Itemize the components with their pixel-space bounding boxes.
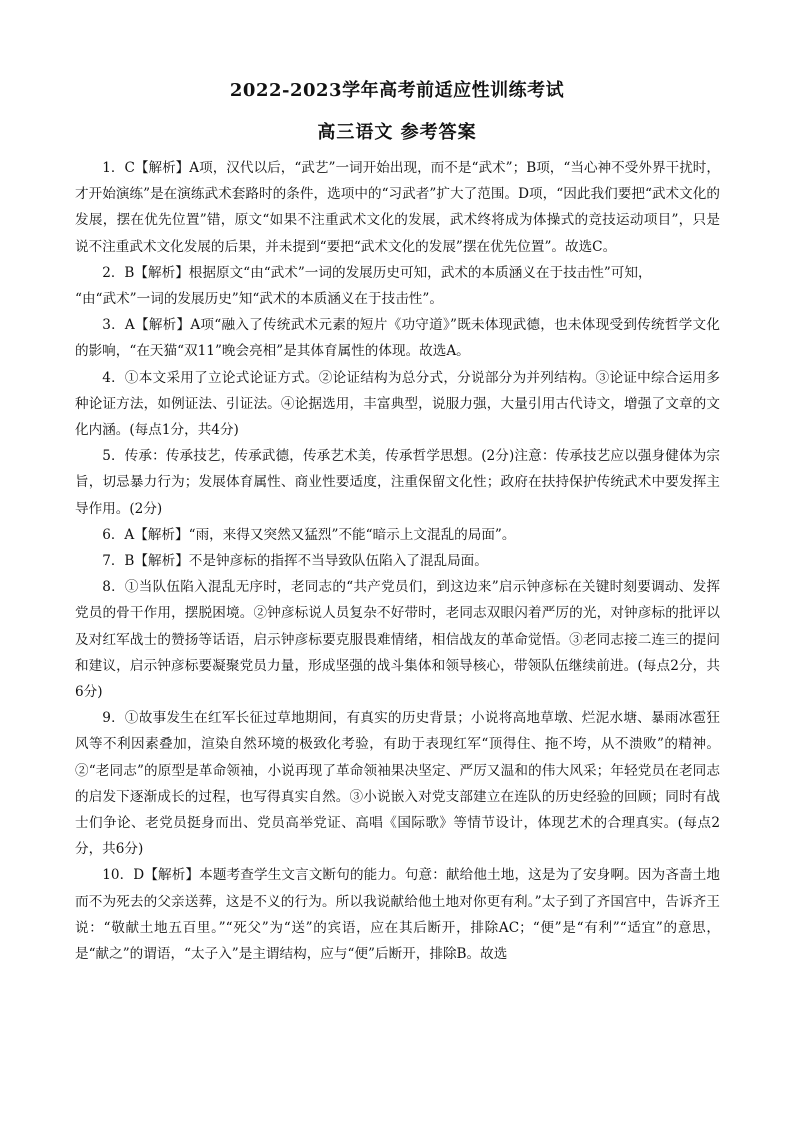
answer-6: 6．A【解析】“雨，来得又突然又猛烈”不能“暗示上文混乱的局面”。 [102,526,516,543]
document-subtitle: 高三语文 参考答案 [317,122,477,143]
answer-3: 3．A【解析】A项“融入了传统武术元素的短片《功守道》”既未体现武德，也未体现受到传统哲学文化的影响，“在天猫“双11”晚会亮相”是其体育属性的体现。故选A。 [75,317,720,360]
answer-4: 4．①本文采用了立论式论证方式。②论证结构为总分式，分说部分为并列结构。③论证中综合运用多种论证方法，如例证法、引证法。④论据选用，丰富典型，说服力强，大量引用古代诗文，增强了文章的文化内涵。(每点1分，共4分) [75,369,720,439]
answer-8: 8．①当队伍陷入混乱无序时，老同志的“共产党员们，到这边来”启示钟彦标在关键时刻要调动、发挥党员的骨干作用，摆脱困境。②钟彦标说人员复杂不好带时，老同志双眼闪着严厉的光，对钟彦标的批评以及对红军战士的赞扬等话语，启示钟彦标要克服畏难情绪，相信战友的革命觉悟。③老同志接二连三的提问和建议，启示钟彦标要凝聚党员力量，形成坚强的战斗集体和领导核心，带领队伍继续前进。(每点2分，共6分) [75,579,720,701]
answer-5: 5．传承：传承技艺，传承武德，传承艺术美，传承哲学思想。(2分)注意：传承技艺应以强身健体为宗旨，切忌暴力行为；发展体育属性、商业性要适度，注重保留文化性；政府在扶持保护传统武术中要发挥主导作用。(2分) [75,448,720,517]
document-title: 2022-2023学年高考前适应性训练考试 [229,80,565,101]
answer-7: 7．B【解析】不是钟彦标的指挥不当导致队伍陷入了混乱局面。 [102,553,488,570]
answer-list [75,155,720,967]
answer-9: 9．①故事发生在红军长征过草地期间，有真实的历史背景；小说将高地草墩、烂泥水塘、暴雨冰雹狂风等不利因素叠加，渲染自然环境的极致化考验，有助于表现红军“顶得住、拖不垮，从不溃败”的精神。②“老同志”的原型是革命领袖，小说再现了革命领袖果决坚定、严厉又温和的伟大风采；年轻党员在老同志的启发下逐渐成长的过程，也写得真实自然。③小说嵌入对党支部建立在连队的历史经验的回顾；同时有战士们争论、老党员挺身而出、党员高举党证、高唱《国际歌》等情节设计，体现艺术的合理真实。(每点2分，共6分) [75,710,720,858]
answer-2-continued: “由“武术”一词的发展历史”知“武术的本质涵义在于技击性”。 [75,291,443,308]
answer-2: 2．B【解析】根据原文“由“武术”一词的发展历史可知，武术的本质涵义在于技击性”可知， [102,264,652,281]
answer-10: 10．D【解析】本题考查学生文言文断句的能力。句意：献给他土地，这是为了安身啊。因为吝啬土地而不为死去的父亲送葬，这是不义的行为。所以我说献给他土地对你更有利。”太子到了齐国宫中，告诉齐王说：“敬献土地五百里。”“死父”为“送”的宾语，应在其后断开，排除AC；“便”是“有利”“适宜”的意思，是“献之”的谓语，“太子入”是主谓结构，应与“便”后断开，排除B。故选 [75,867,720,963]
answer-1: 1．C【解析】A项，汉代以后，“武艺”一词开始出现，而不是“武术”；B项，“当心神不受外界干扰时，才开始演练”是在演练武术套路时的条件，选项中的“习武者”扩大了范围。D项，“因此我们要把“武术文化的发展，摆在优先位置”错，原文“如果不注重武术文化的发展，武术终将成为体操式的竞技运动项目”，只是说不注重武术文化发展的后果，并未提到“要把“武术文化的发展”摆在优先位置”。故选C。 [75,160,720,255]
